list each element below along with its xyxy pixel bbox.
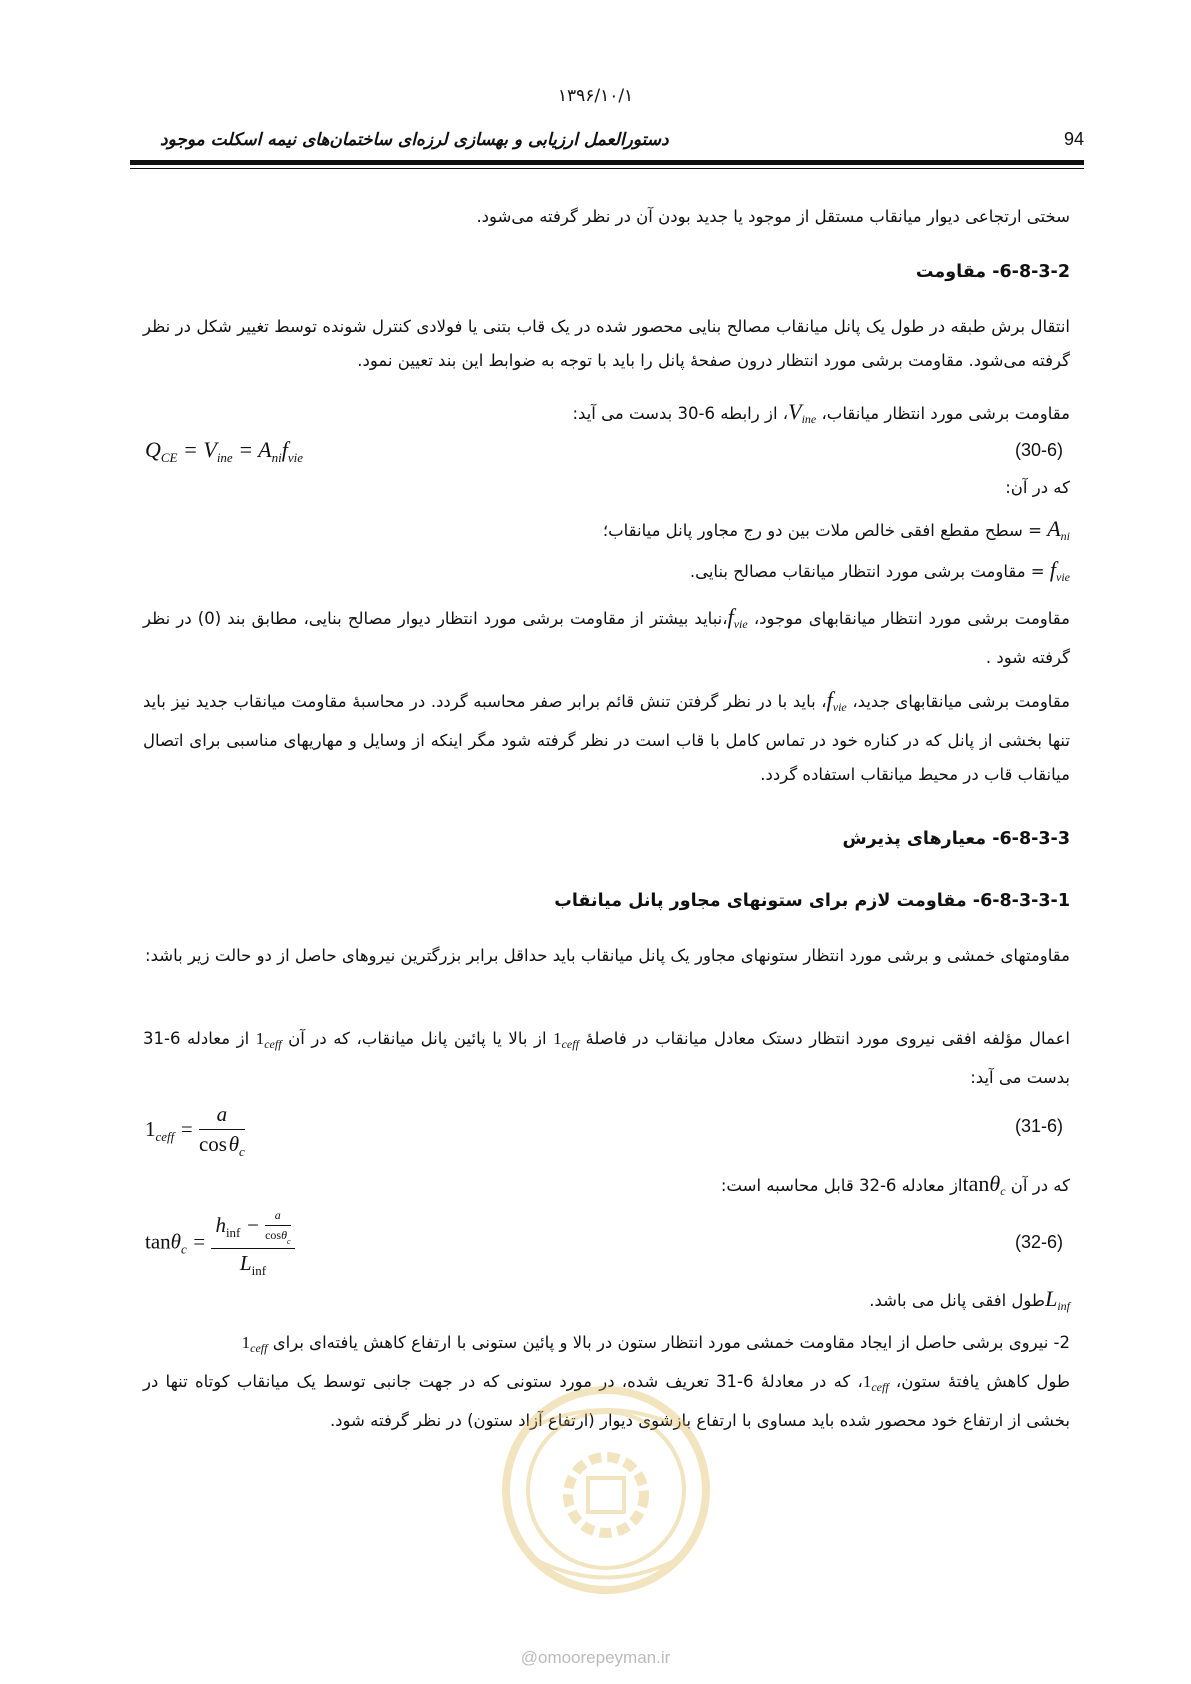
heading-required-strength: 6-8-3-3-1- مقاومت لازم برای ستونهای مجاور پانل میانقاب	[554, 891, 1070, 911]
heading-strength: 6-8-3-2- مقاومت	[915, 262, 1070, 282]
fvie-symbol: $f_{vie}$	[1049, 557, 1070, 584]
lceff-symbol-4: $1_{ceff}$	[862, 1372, 889, 1394]
paragraph-vine	[143, 395, 1070, 436]
seal-watermark-icon	[456, 1370, 756, 1610]
ani-text: = سطح مقطع افقی خالص ملات بین دو رج مجاور پانل میانقاب؛	[602, 521, 1042, 540]
new-text-a: مقاومت برشی میانقابهای جدید،	[846, 692, 1070, 711]
existing-text-a: مقاومت برشی مورد انتظار میانقابهای موجود،	[747, 609, 1070, 628]
new-text-b: ، باید با در نظر گرفتن تنش قائم برابر صفر محاسبه گردد. در محاسبهٔ مقاومت میانقاب جدید نیز باید تنها بخشی از پانل که در کناره خود در تماس کامل با قاب است در نظر گرفته شود مگر اینکه از وسایل و مهاریهای مناسبی برای اتصال میانقاب قاب در محیط میانقاب استفاده گردد.	[143, 692, 1070, 784]
paragraph-intro: سختی ارتجاعی دیوار میانقاب مستقل از موجود یا جدید بودن آن در نظر گرفته می‌شود.	[476, 207, 1070, 226]
equation-31-fraction: $\frac{a}{\cos \theta_c}$	[198, 1102, 245, 1159]
vine-symbol: $V_{ine}$	[788, 399, 817, 426]
paragraph-columns: مقاومتهای خمشی و برشی مورد انتظار ستونهای مجاور یک پانل میانقاب باید حداقل برابر بزرگترین نیروهای حاصل از دو حالت زیر باشد:	[145, 946, 1070, 965]
equation-32-fraction: $h_{inf}$ − $\frac{a}{\cos\theta_c}$ $L_{inf}$	[211, 1208, 294, 1279]
item1-text-b: از بالا یا پائین پانل میانقاب، که در آن	[281, 1029, 554, 1048]
equation-32-number: (32-6)	[1014, 1232, 1063, 1252]
definition-ani	[603, 516, 1070, 544]
paragraph-strength: انتقال برش طبقه در طول یک پانل میانقاب مصالح بنایی محصور شده در یک قاب بتنی یا فولادی کنترل شونده توسط تغییر شکل در نظر گرفته می‌شود. مقاومت برشی مورد انتظار درون صفحهٔ پانل را باید با توجه به ضوابط این بند تعیین نمود.	[143, 317, 1070, 370]
vine-text-a: مقاومت برشی مورد انتظار میانقاب،	[816, 404, 1070, 423]
equation-32: tanθ$_c$ = $h_{inf}$ − $\frac{a}{\cos\theta_c}$ $L_{inf}$	[145, 1208, 295, 1279]
equation-30-number: (30-6)	[1014, 440, 1063, 460]
header-rule-thick	[130, 160, 1084, 165]
paragraph-tan	[721, 1171, 1070, 1199]
definition-fvie	[690, 557, 1070, 585]
linf-text: طول افقی پانل می باشد.	[869, 1291, 1046, 1310]
lceff-symbol-3: $1_{ceff}$	[241, 1333, 268, 1355]
item2-text-c: ، که در معادلهٔ 6-31 تعریف شده، در مورد ستونی که در جهت جانبی توسط یک میانقاب کوتاه تنها در بخشی از ارتفاع خود محصور شده باید مساوی با ارتفاع بازشوی دیوار (ارتفاع آزاد ستون) در نظر گرفته شود.	[143, 1372, 1070, 1430]
at-icon: @	[520, 1648, 538, 1667]
equation-31-number: (31-6)	[1014, 1116, 1063, 1136]
lceff-symbol-1: $1_{ceff}$	[553, 1029, 579, 1051]
lceff-symbol-2: $1_{ceff}$	[255, 1029, 282, 1051]
tan-text-a: که در آن	[1005, 1176, 1070, 1195]
tan-text-b: از معادله 6-32 قابل محاسبه است:	[720, 1176, 963, 1195]
heading-acceptance-criteria: 6-8-3-3- معیارهای پذیرش	[842, 829, 1070, 849]
fvie-symbol-2: $f_{vie}$	[727, 604, 748, 631]
fvie-text: = مقاومت برشی مورد انتظار میانقاب مصالح بنایی.	[689, 562, 1045, 581]
existing-text-b: ،نباید بیشتر از مقاومت برشی مورد انتظار دیوار مصالح بنایی، مطابق بند (0) در نظر گرفته شود .	[143, 609, 1070, 667]
footer-website	[0, 1648, 1191, 1668]
paragraph-item-1	[143, 1022, 1070, 1095]
definition-linf	[869, 1286, 1070, 1314]
equation-31: $1_{ceff}$ = $\frac{a}{\cos \theta_c}$	[145, 1102, 245, 1159]
where-label-1: که در آن:	[1005, 478, 1070, 497]
equation-30: $Q_{CE} = V_{ine} = A_{ni}f_{vie}$	[145, 437, 303, 465]
fvie-symbol-3: $f_{vie}$	[826, 687, 847, 714]
item2-text-b: طول کاهش یافتهٔ ستون،	[888, 1372, 1070, 1391]
linf-symbol: $L_{inf}$	[1045, 1286, 1070, 1313]
item1-text-c: از معادله 6-31 بدست می آید:	[143, 1029, 1070, 1087]
document-date: ۱۳۹۶/۱۰/۱	[557, 86, 634, 106]
vine-text-b: ، از رابطه 6-30 بدست می آید:	[572, 404, 789, 423]
tan-theta-symbol: tanθ$_c$	[962, 1171, 1006, 1198]
item1-text-a: اعمال مؤلفه افقی نیروی مورد انتظار دستک معادل میانقاب در فاصلهٔ	[578, 1029, 1070, 1048]
paragraph-new-infill	[143, 683, 1070, 792]
footer-site-text: omoorepeyman.ir	[537, 1648, 671, 1667]
item2-text-a: 2- نیروی برشی حاصل از ایجاد مقاومت خمشی مورد انتظار ستون در بالا و پائین ستونی با ارتفاع کاهش یافته‌ای برای	[267, 1333, 1070, 1352]
page-number: 94	[1063, 129, 1084, 149]
paragraph-existing-infill	[143, 600, 1070, 675]
header-rule-thin	[130, 168, 1084, 169]
ani-symbol: $A_{ni}$	[1047, 516, 1070, 543]
running-title: دستورالعمل ارزیابی و بهسازی لرزه‌ای ساختمان‌های نیمه اسکلت موجود	[160, 130, 669, 150]
